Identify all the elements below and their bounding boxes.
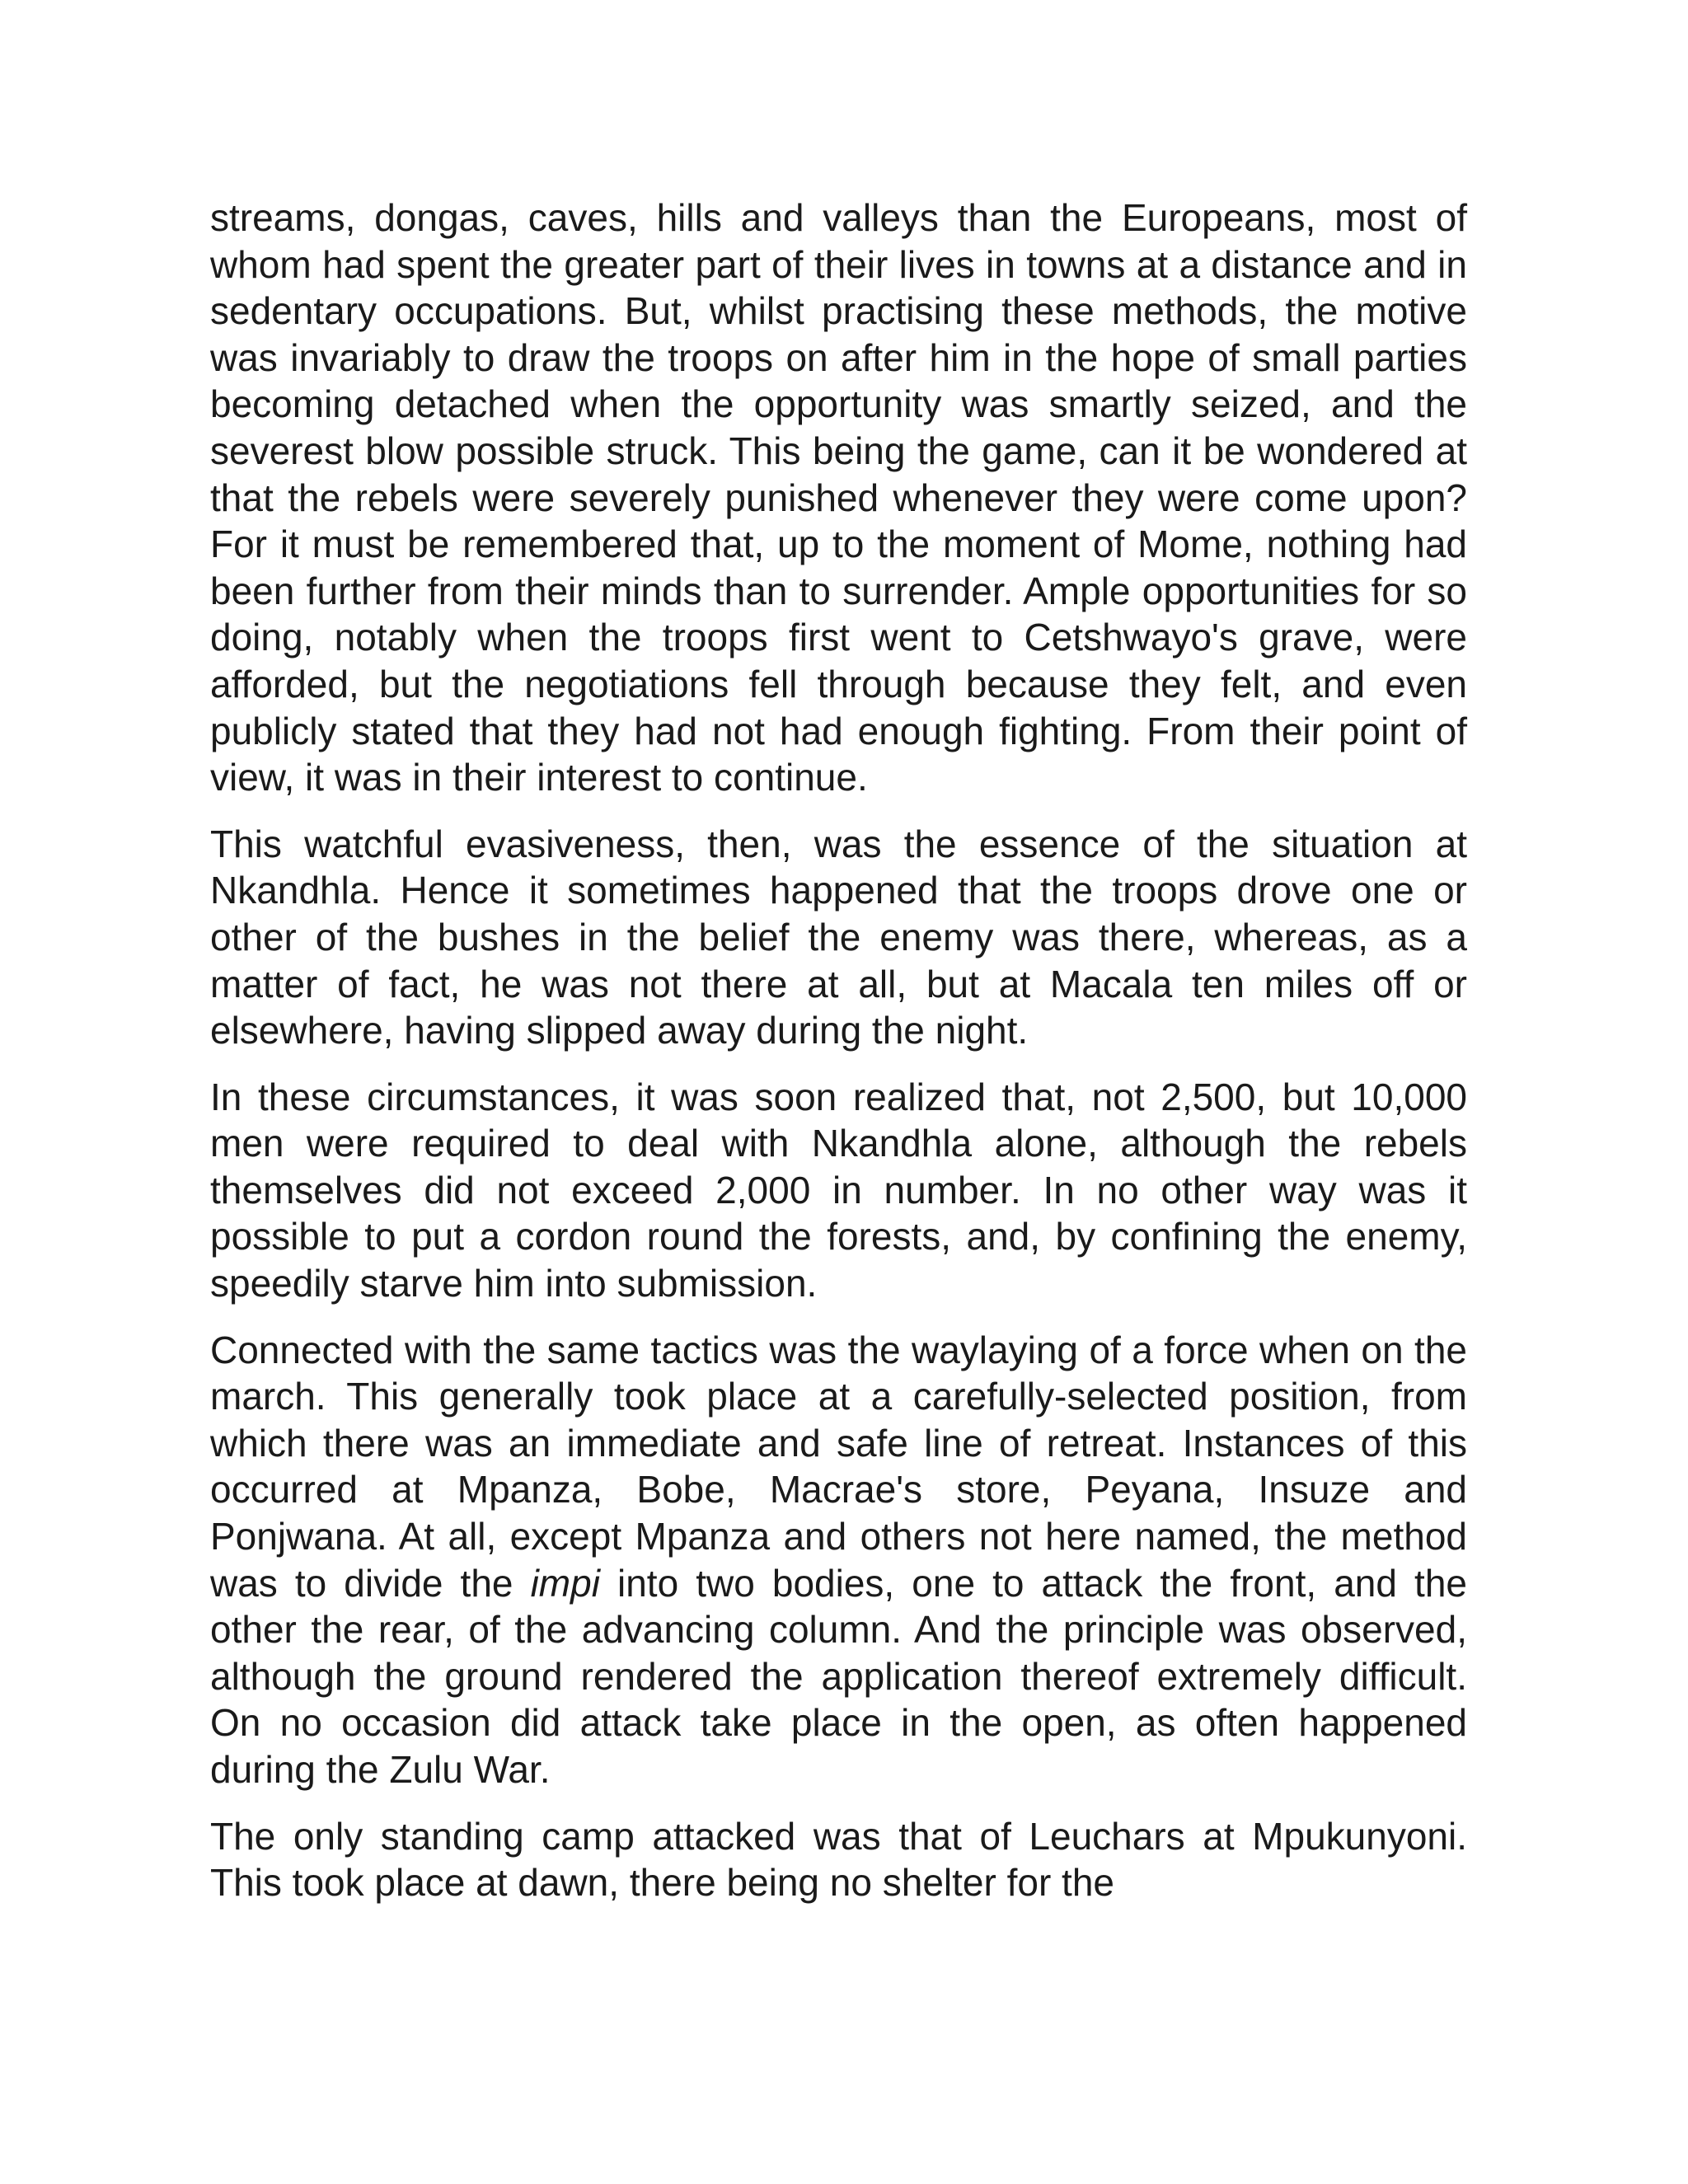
paragraph-5: The only standing camp attacked was that of Leuchars at Mpukunyoni. This took place at dawn, there being no shelter for the xyxy=(210,1814,1467,1905)
italic-term-impi: impi xyxy=(530,1561,600,1605)
paragraph-4 xyxy=(210,1327,1467,1793)
paragraph-2: This watchful evasiveness, then, was the essence of the situation at Nkandhla. Hence it sometimes happened that the troops drove one or other of the bushes in the belief the enemy was there, whereas, as a matter of fact, he was not there at all, but at Macala ten miles off or elsewhere, having slipped away during the night. xyxy=(210,822,1467,1052)
body-text xyxy=(210,194,1467,1906)
paragraph-3: In these circumstances, it was soon realized that, not 2,500, but 10,000 men were required to deal with Nkandhla alone, although the rebels themselves did not exceed 2,000 in number. In no other way was it possible to put a cordon round the forests, and, by confining the enemy, speedily starve him into submission. xyxy=(210,1075,1467,1305)
paragraph-4-start: Connected with the same tactics was the waylaying of a force when on the march. This generally took place at a carefully-selected position, from which there was an immediate and safe line of retreat. Instances of this occurred at Mpanza, Bobe, Macrae's store, Peyana, Insuze and Ponjwana. At all, except Mpanza and others not here named, the method was to divide the xyxy=(210,1328,1467,1605)
paragraph-1: streams, dongas, caves, hills and valleys than the Europeans, most of whom had spent the greater part of their lives in towns at a distance and in sedentary occupations. But, whilst practising these methods, the motive was invariably to draw the troops on after him in the hope of small parties becoming detached when the opportunity was smartly seized, and the severest blow possible struck. This being the game, can it be wondered at that the rebels were severely punished whenever they were come upon? For it must be remembered that, up to the moment of Mome, nothing had been further from their minds than to surrender. Ample opportunities for so doing, notably when the troops first went to Cetshwayo's grave, were afforded, but the negotiations fell through because they felt, and even publicly stated that they had not had enough fighting. From their point of view, it was in their interest to continue. xyxy=(210,196,1467,799)
paragraph-4-end: into two bodies, one to attack the front, and the other the rear, of the advancing column. And the principle was observed, although the ground rendered the application thereof extremely difficult. On no occasion did attack take place in the open, as often happened during the Zulu War. xyxy=(210,1561,1467,1791)
